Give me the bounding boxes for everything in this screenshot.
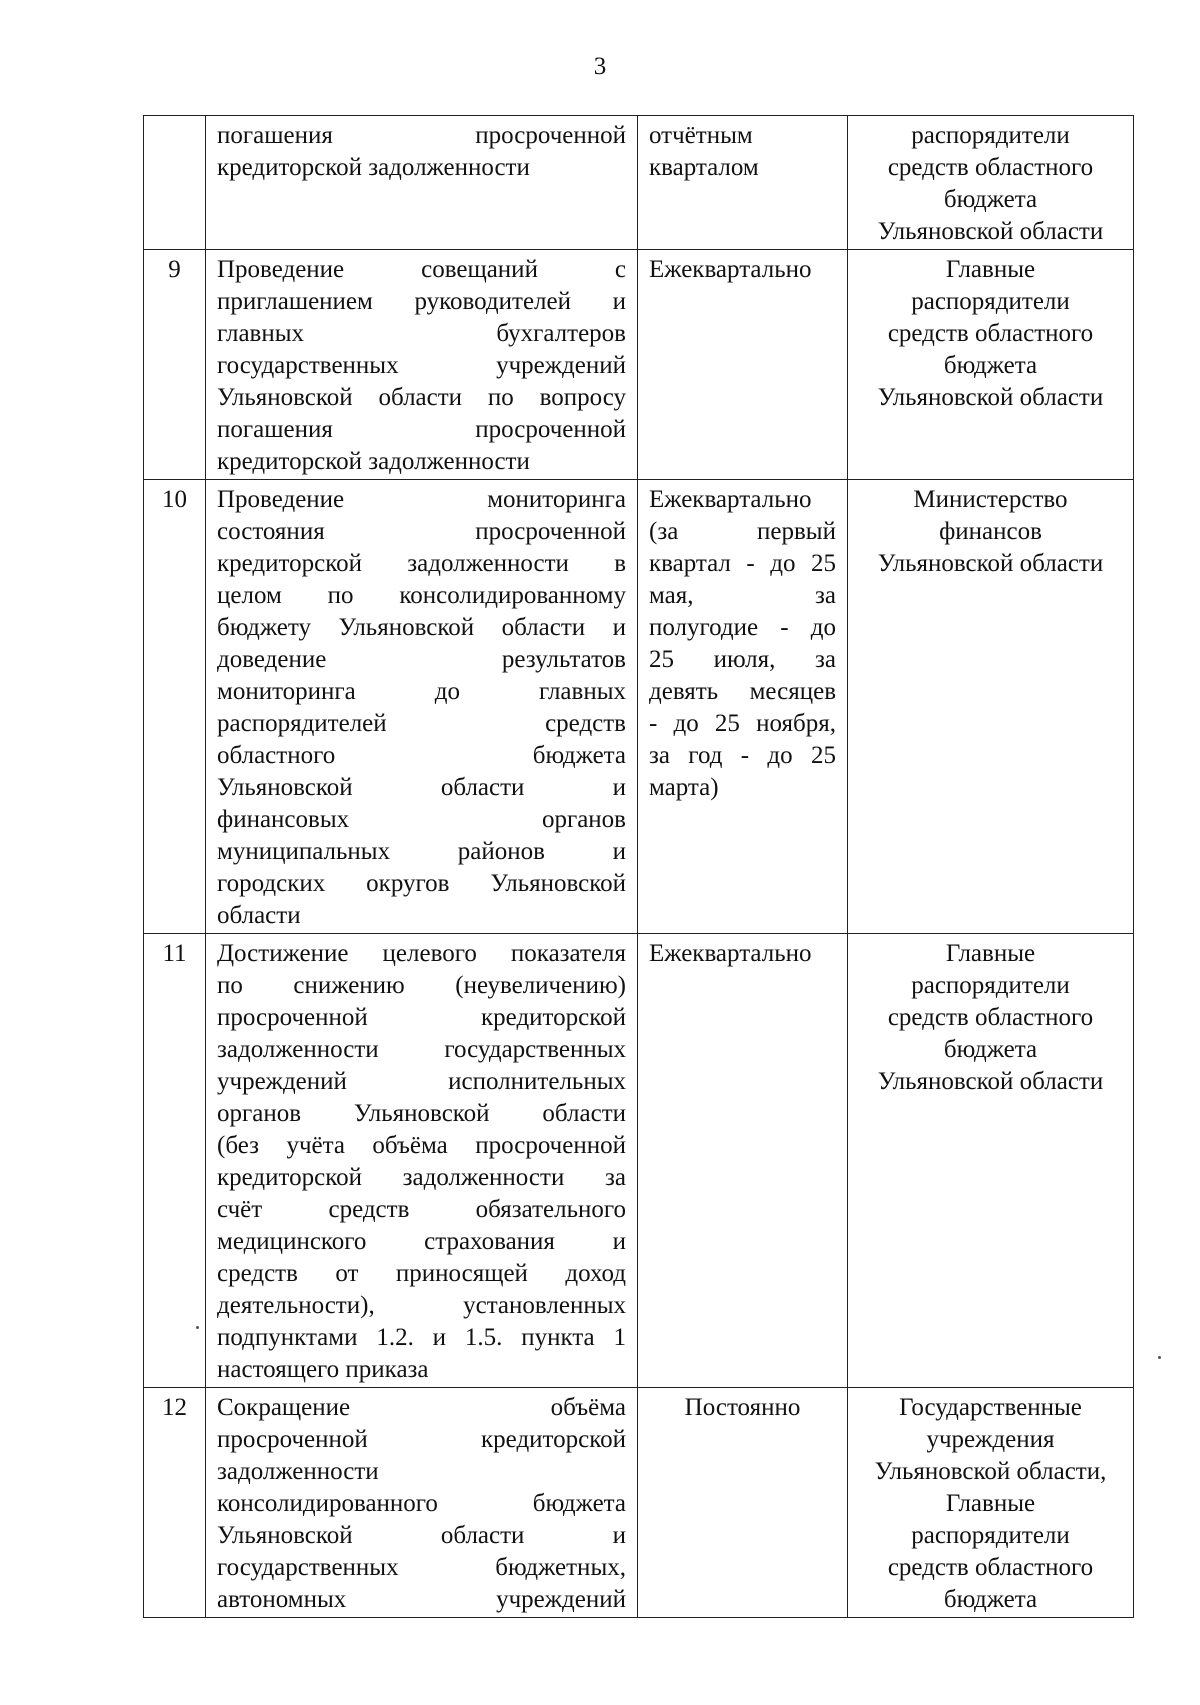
responsible-line: учреждения xyxy=(926,1426,1055,1453)
responsible-line: Главные xyxy=(945,1490,1036,1517)
term-cell xyxy=(638,480,848,934)
activity-line: деятельности), установленных xyxy=(217,1292,626,1319)
activity-line: главных бухгалтеров xyxy=(217,320,626,347)
responsible-line: распорядители xyxy=(911,1522,1070,1549)
responsible-line: Ульяновской области xyxy=(877,218,1104,245)
activity-line: кредиторской задолженности за xyxy=(217,1164,626,1191)
activity-line: Ульяновской области и xyxy=(217,1522,626,1549)
scan-speck xyxy=(1158,1356,1161,1359)
term-line: полугодие - до xyxy=(649,614,836,641)
term-cell xyxy=(638,250,848,480)
responsible-line: бюджета xyxy=(943,1586,1038,1613)
responsible-line: Ульяновской области xyxy=(877,550,1104,577)
responsible-line: распорядители xyxy=(911,288,1070,315)
term-line: Постоянно xyxy=(684,1394,801,1421)
table-row xyxy=(144,250,1134,480)
activity-line: кредиторской задолженности в xyxy=(217,550,626,577)
responsible-line: распорядители xyxy=(911,972,1070,999)
responsible-cell xyxy=(848,934,1134,1388)
scan-speck xyxy=(196,1326,199,1329)
activity-line: целом по консолидированному xyxy=(217,582,626,609)
responsible-cell xyxy=(848,1388,1134,1618)
responsible-line: Ульяновской области, xyxy=(874,1458,1107,1485)
activity-line: Проведение совещаний с xyxy=(217,256,626,283)
activity-line: кредиторской задолженности xyxy=(217,448,530,475)
row-number-cell: 10 xyxy=(144,480,206,934)
term-line: - до 25 ноября, xyxy=(649,710,836,737)
responsible-line: бюджета xyxy=(943,186,1038,213)
term-line: (за первый xyxy=(649,518,836,545)
activity-line: Достижение целевого показателя xyxy=(217,940,626,967)
row-number-cell xyxy=(144,116,206,250)
responsible-line: средств областного xyxy=(887,1004,1094,1031)
table-row xyxy=(144,1388,1134,1618)
responsible-line: средств областного xyxy=(887,320,1094,347)
responsible-line: Государственные xyxy=(899,1394,1082,1421)
responsible-line: средств областного xyxy=(887,154,1094,181)
activity-line: мониторинга до главных xyxy=(217,678,626,705)
activity-cell xyxy=(206,116,638,250)
activity-line: приглашением руководителей и xyxy=(217,288,626,315)
activity-line: области xyxy=(217,902,301,929)
responsible-line: Главные xyxy=(945,256,1036,283)
responsible-cell xyxy=(848,250,1134,480)
table-row xyxy=(144,480,1134,934)
activity-line: органов Ульяновской области xyxy=(217,1100,626,1127)
table-row xyxy=(144,116,1134,250)
responsible-line: Министерство xyxy=(913,486,1068,513)
page-number: 3 xyxy=(593,53,607,80)
activity-line: задолженности государственных xyxy=(217,1036,626,1063)
activity-line: областного бюджета xyxy=(217,742,626,769)
row-number-cell: 11 xyxy=(144,934,206,1388)
activity-line: консолидированного бюджета xyxy=(217,1490,626,1517)
activity-line: государственных учреждений xyxy=(217,352,626,379)
term-line: отчётным xyxy=(649,122,753,149)
activity-line: медицинского страхования и xyxy=(217,1228,626,1255)
activity-line: финансовых органов xyxy=(217,806,626,833)
responsible-line: бюджета xyxy=(943,352,1038,379)
responsible-line: бюджета xyxy=(943,1036,1038,1063)
term-line: марта) xyxy=(649,774,719,801)
responsible-line: финансов xyxy=(939,518,1042,545)
activity-line: счёт средств обязательного xyxy=(217,1196,626,1223)
activity-line: муниципальных районов и xyxy=(217,838,626,865)
term-line: девять месяцев xyxy=(649,678,836,705)
responsible-line: средств областного xyxy=(887,1554,1094,1581)
row-number-cell: 9 xyxy=(144,250,206,480)
activity-line: погашения просроченной xyxy=(217,122,626,149)
term-line: кварталом xyxy=(649,154,759,181)
term-line: квартал - до 25 xyxy=(649,550,836,577)
responsible-line: Главные xyxy=(945,940,1036,967)
activity-line: (без учёта объёма просроченной xyxy=(217,1132,626,1159)
activity-line: по снижению (неувеличению) xyxy=(217,972,626,999)
responsible-cell xyxy=(848,480,1134,934)
activity-line: подпунктами 1.2. и 1.5. пункта 1 xyxy=(217,1324,626,1351)
activity-line: автономных учреждений xyxy=(217,1586,626,1613)
activity-line: Ульяновской области и xyxy=(217,774,626,801)
activity-line: городских округов Ульяновской xyxy=(217,870,626,897)
row-number-cell: 12 xyxy=(144,1388,206,1618)
term-cell xyxy=(638,934,848,1388)
activity-line: настоящего приказа xyxy=(217,1356,429,1383)
term-line: 25 июля, за xyxy=(649,646,836,673)
responsible-line: Ульяновской области xyxy=(877,384,1104,411)
activity-line: просроченной кредиторской xyxy=(217,1426,626,1453)
term-line: Ежеквартально xyxy=(649,486,812,513)
responsible-line: распорядители xyxy=(911,122,1070,149)
activity-line: кредиторской задолженности xyxy=(217,154,530,181)
term-cell xyxy=(638,116,848,250)
term-line: мая, за xyxy=(649,582,836,609)
responsible-cell xyxy=(848,116,1134,250)
activity-line: Сокращение объёма xyxy=(217,1394,626,1421)
activity-cell xyxy=(206,934,638,1388)
activity-line: средств от приносящей доход xyxy=(217,1260,626,1287)
activity-line: бюджету Ульяновской области и xyxy=(217,614,626,641)
measures-table xyxy=(143,115,1134,1618)
table-row xyxy=(144,934,1134,1388)
activity-line: просроченной кредиторской xyxy=(217,1004,626,1031)
term-line: за год - до 25 xyxy=(649,742,836,769)
activity-line: погашения просроченной xyxy=(217,416,626,443)
activity-line: распорядителей средств xyxy=(217,710,626,737)
activity-line: Ульяновской области по вопросу xyxy=(217,384,626,411)
activity-line: состояния просроченной xyxy=(217,518,626,545)
activity-line: государственных бюджетных, xyxy=(217,1554,626,1581)
term-line: Ежеквартально xyxy=(649,256,812,283)
term-line: Ежеквартально xyxy=(649,940,812,967)
term-cell xyxy=(638,1388,848,1618)
activity-cell xyxy=(206,1388,638,1618)
activity-cell xyxy=(206,250,638,480)
responsible-line: Ульяновской области xyxy=(877,1068,1104,1095)
activity-line: Проведение мониторинга xyxy=(217,486,626,513)
activity-cell xyxy=(206,480,638,934)
activity-line: доведение результатов xyxy=(217,646,626,673)
activity-line: учреждений исполнительных xyxy=(217,1068,626,1095)
activity-line: задолженности xyxy=(217,1458,379,1485)
